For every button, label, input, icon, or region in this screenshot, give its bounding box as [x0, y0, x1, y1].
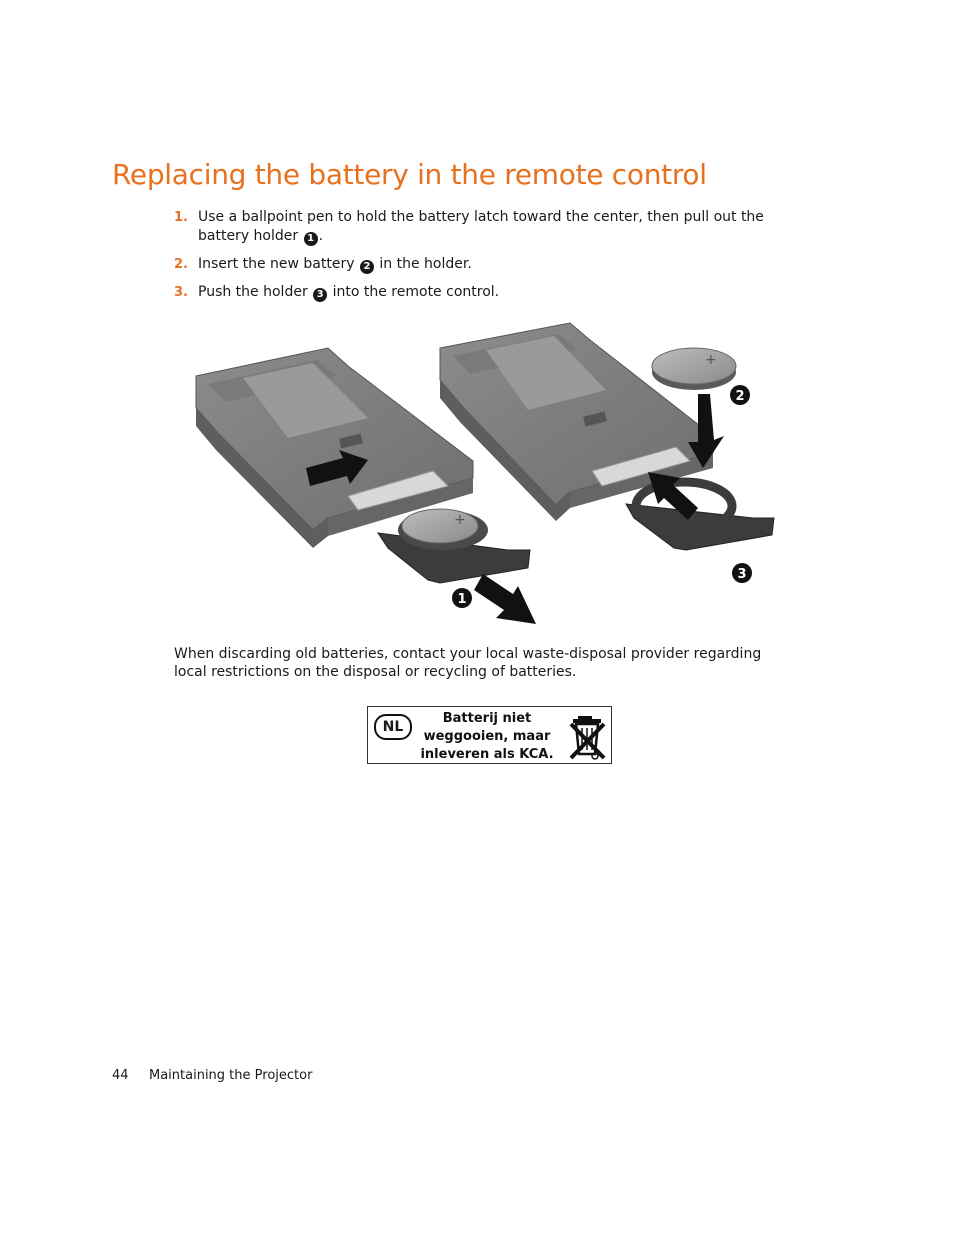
step-number: 3.: [174, 285, 188, 300]
step-text-end: in the holder.: [374, 256, 472, 272]
callout-2-icon: [730, 385, 750, 405]
callout-marker-3: 3: [313, 288, 327, 302]
callout-marker-2: 2: [360, 260, 374, 274]
kca-disposal-label: [367, 706, 612, 764]
battery-holder-left: [378, 509, 530, 583]
page-number: 44: [112, 1068, 129, 1083]
step-text: Push the holder: [198, 284, 313, 300]
arrow-pull-holder: [474, 574, 536, 624]
callout-1-icon: [452, 588, 472, 608]
kca-line-2: weggooien, maar: [423, 729, 551, 744]
callout-label: 2: [735, 389, 745, 404]
kca-text: [412, 710, 562, 764]
crossed-out-bin-icon: [568, 710, 610, 762]
kca-line-1: Batterij niet: [442, 711, 532, 726]
callout-label: 3: [737, 567, 747, 582]
country-code-badge: NL: [374, 714, 412, 740]
step-number: 2.: [174, 257, 188, 272]
instruction-steps: [174, 208, 794, 311]
callout-label: 1: [457, 592, 467, 607]
callout-marker-1: 1: [304, 232, 318, 246]
step-2: [174, 255, 794, 274]
battery-holder-right: [626, 482, 774, 550]
disposal-note: When discarding old batteries, contact your local waste-disposal provider regarding local restrictions on the disposal or recycling of batteries.: [174, 646, 762, 680]
step-3: [174, 283, 794, 302]
callout-3-icon: [732, 563, 752, 583]
new-coin-battery: [652, 348, 736, 390]
step-text: Use a ballpoint pen to hold the battery latch toward the center, then pull out the battery holder: [198, 209, 764, 244]
svg-text:+: +: [705, 352, 717, 368]
step-number: 1.: [174, 210, 188, 225]
page-footer: [112, 1068, 312, 1083]
section-name: Maintaining the Projector: [149, 1068, 313, 1083]
page-title: Replacing the battery in the remote control: [112, 158, 707, 191]
step-text-end: .: [318, 228, 324, 244]
kca-line-3: inleveren als KCA.: [420, 747, 554, 762]
step-1: [174, 208, 794, 246]
svg-text:+: +: [454, 512, 466, 528]
step-text: Insert the new battery: [198, 256, 359, 272]
step-text-end: into the remote control.: [328, 284, 500, 300]
battery-replacement-illustration: [178, 318, 798, 630]
